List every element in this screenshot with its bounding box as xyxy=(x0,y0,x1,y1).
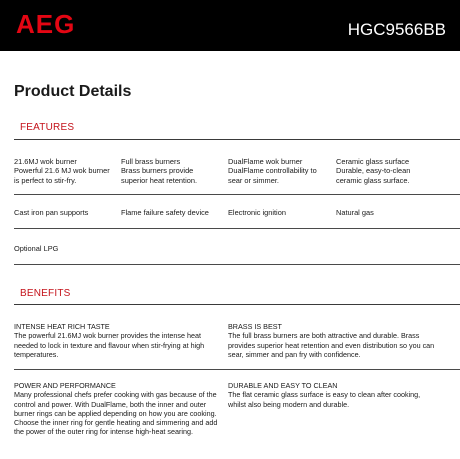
feature-item xyxy=(121,157,221,185)
feature-item: Optional LPG xyxy=(14,244,59,253)
feature-item: Electronic ignition xyxy=(228,208,286,217)
feature-title: 21.6MJ wok burner xyxy=(14,157,77,166)
brand-logo[interactable]: AEG xyxy=(16,9,76,39)
benefit-text: The powerful 21.6MJ wok burner provides the intense heat needed to lock in texture and flavour when stir-frying at high temperatures. xyxy=(14,331,205,359)
feature-row-divider xyxy=(14,228,460,229)
benefit-text: Many professional chefs prefer cooking with gas because of the control and power. With DualFlame, both the inner and outer burner rings can be applied depending on how you are cooking. Choose the inner ring for gentle heating and simmering and add the power of the outer ring for intense high-heat searing. xyxy=(14,390,218,437)
benefit-text: The full brass burners are both attractive and durable. Brass provides superior heat retention and even distribution so you can sear, simmer and pan fry with confidence. xyxy=(228,331,435,359)
features-heading: FEATURES xyxy=(20,122,75,133)
model-number: HGC9566BB xyxy=(347,20,446,39)
feature-row-divider xyxy=(14,264,460,265)
benefit-item xyxy=(14,322,224,359)
benefit-text: The flat ceramic glass surface is easy to clean after cooking, whilst also being modern and durable. xyxy=(228,390,421,409)
benefit-row-divider xyxy=(14,369,460,370)
feature-item xyxy=(14,157,114,185)
feature-item xyxy=(228,157,328,185)
feature-row-divider xyxy=(14,194,460,195)
feature-text: Durable, easy-to-clean ceramic glass surface. xyxy=(336,166,411,185)
benefits-divider xyxy=(14,304,460,305)
benefit-item xyxy=(228,381,438,409)
header-bar xyxy=(0,0,460,51)
feature-title: Full brass burners xyxy=(121,157,181,166)
benefit-title: POWER AND PERFORMANCE xyxy=(14,381,116,390)
feature-item: Flame failure safety device xyxy=(121,208,209,217)
benefit-title: DURABLE AND EASY TO CLEAN xyxy=(228,381,338,390)
feature-title: Ceramic glass surface xyxy=(336,157,410,166)
feature-title: DualFlame wok burner xyxy=(228,157,303,166)
benefit-item xyxy=(14,381,224,437)
benefit-item xyxy=(228,322,438,359)
feature-item: Cast iron pan supports xyxy=(14,208,89,217)
feature-item xyxy=(336,157,436,185)
feature-text: DualFlame controllability to sear or simmer. xyxy=(228,166,317,185)
page-title: Product Details xyxy=(14,83,132,100)
feature-text: Brass burners provide superior heat retention. xyxy=(121,166,198,185)
feature-item: Natural gas xyxy=(336,208,374,217)
benefits-heading: BENEFITS xyxy=(20,288,71,299)
benefit-title: BRASS IS BEST xyxy=(228,322,282,331)
benefit-title: INTENSE HEAT RICH TASTE xyxy=(14,322,110,331)
feature-text: Powerful 21.6 MJ wok burner is perfect to stir-fry. xyxy=(14,166,110,185)
features-divider xyxy=(14,139,460,140)
